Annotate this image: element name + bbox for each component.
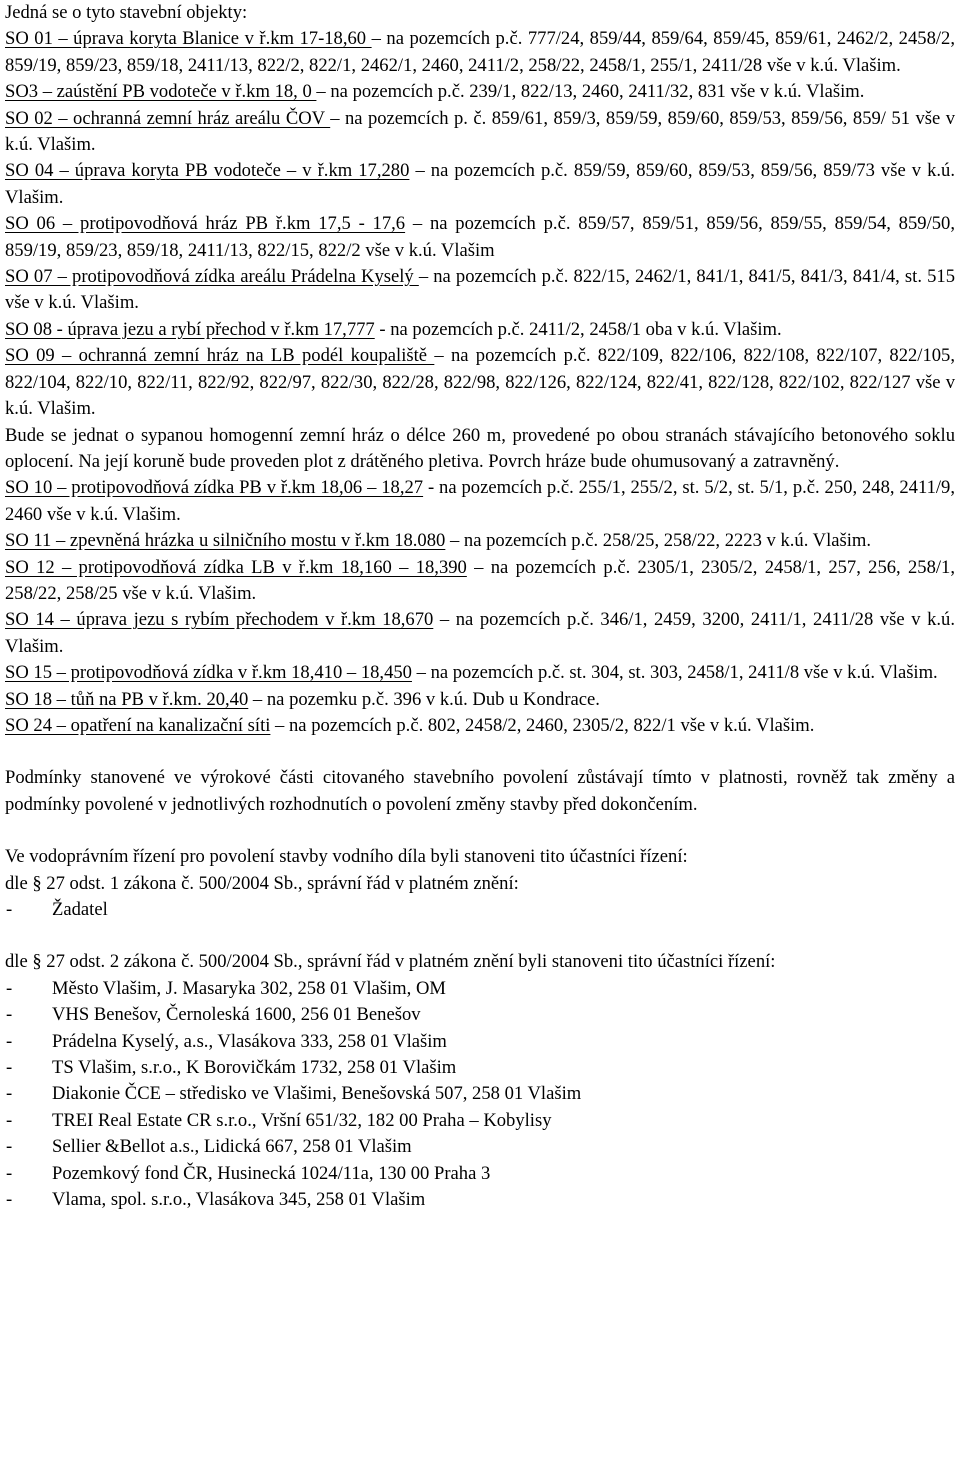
object-title: SO 06 – protipovodňová hráz PB ř.km 17,5 - 17,6 bbox=[5, 213, 406, 235]
object-item bbox=[5, 79, 955, 105]
list-dash: - bbox=[6, 1136, 13, 1158]
participant-item bbox=[5, 1187, 955, 1213]
object-parcels: – na pozemcích p.č. st. 304, st. 303, 2458/1, 2411/8 vše v k.ú. Vlašim. bbox=[411, 662, 938, 684]
participant-item bbox=[5, 1081, 955, 1107]
list-dash: - bbox=[6, 1083, 13, 1105]
list-dash: - bbox=[6, 1109, 13, 1131]
object-title: SO 01 – úprava koryta Blanice v ř.km 17-18,60 bbox=[5, 28, 372, 50]
object-parcels: – na pozemcích p.č. 859/57, 859/51, 859/56, 859/55, 859/54, 859/50, 859/19, 859/23, 859/18, 2411/13, 822/15, 822/2 vše v k.ú. Vlašim bbox=[5, 213, 955, 261]
object-title: SO 18 – tůň na PB v ř.km. 20,40 bbox=[5, 688, 249, 710]
object-title: SO 14 – úprava jezu s rybím přechodem v ř.km 18,670 bbox=[5, 609, 434, 631]
object-title: SO 24 – opatření na kanalizační síti bbox=[5, 714, 271, 736]
list-dash: - bbox=[6, 1030, 13, 1052]
participants-intro: Ve vodoprávním řízení pro povolení stavby vodního díla byli stanoveni tito účastníci řízení: bbox=[5, 846, 688, 868]
participant-item bbox=[5, 976, 955, 1002]
object-item bbox=[5, 158, 955, 211]
object-parcels: – na pozemcích p.č. 2305/1, 2305/2, 2458/1, 257, 256, 258/1, 258/22, 258/25 vše v k.ú. Vlašim. bbox=[5, 556, 955, 604]
participant-name: Pozemkový fond ČR, Husinecká 1024/11a, 130 00 Praha 3 bbox=[52, 1162, 491, 1184]
participant-name: Město Vlašim, J. Masaryka 302, 258 01 Vlašim, OM bbox=[52, 977, 446, 999]
object-parcels: – na pozemcích p.č. 777/24, 859/44, 859/64, 859/45, 859/61, 2462/2, 2458/2, 859/19, 859/23, 859/18, 2411/13, 822/2, 822/1, 2462/1, 2460, 2411/2, 258/22, 2458/1, 255/1, 2411/28 vše v k.ú. Vlašim. bbox=[5, 28, 955, 76]
object-parcels: – na pozemcích p.č. 822/15, 2462/1, 841/1, 841/5, 841/3, 841/4, st. 515 vše v k.ú. Vlašim. bbox=[5, 266, 955, 314]
participant-item bbox=[5, 1029, 955, 1055]
object-item bbox=[5, 343, 955, 422]
object-title: SO 12 – protipovodňová zídka LB v ř.km 18,160 – 18,390 bbox=[5, 556, 467, 578]
list-dash: - bbox=[6, 1189, 13, 1211]
object-item bbox=[5, 687, 955, 713]
object-title: SO 02 – ochranná zemní hráz areálu ČOV bbox=[5, 107, 331, 129]
list-dash: - bbox=[6, 899, 13, 920]
object-title: SO 07 – protipovodňová zídka areálu Prádelna Kyselý bbox=[5, 266, 419, 288]
object-parcels: – na pozemcích p.č. 258/25, 258/22, 2223 v k.ú. Vlašim. bbox=[445, 530, 872, 552]
list-dash: - bbox=[6, 977, 13, 999]
list-dash: - bbox=[6, 1004, 13, 1026]
object-parcels: - na pozemcích p.č. 255/1, 255/2, st. 5/2, st. 5/1, p.č. 250, 248, 2411/9, 2460 vše v k.ú. Vlašim. bbox=[5, 477, 955, 525]
law-reference-1: dle § 27 odst. 1 zákona č. 500/2004 Sb., správní řád v platném znění: bbox=[5, 872, 519, 894]
object-parcels: – na pozemcích p.č. 859/59, 859/60, 859/53, 859/56, 859/73 vše v k.ú. Vlašim. bbox=[5, 160, 956, 208]
object-item bbox=[5, 211, 955, 264]
object-title: SO3 – zaústění PB vodoteče v ř.km 18, 0 bbox=[5, 81, 317, 103]
object-item bbox=[5, 607, 955, 660]
participant-name: Diakonie ČCE – středisko ve Vlašimi, Benešovská 507, 258 01 Vlašim bbox=[52, 1083, 582, 1105]
validity-paragraph: Podmínky stanovené ve výrokové části citovaného stavebního povolení zůstávají tímto v platnosti, rovněž tak změny a podmínky povolené v jednotlivých rozhodnutích o povolení změny stavby před dokončením. bbox=[5, 767, 955, 815]
building-objects-list bbox=[5, 26, 955, 739]
list-item bbox=[5, 897, 955, 923]
object-parcels: – na pozemcích p. č. 859/61, 859/3, 859/59, 859/60, 859/53, 859/56, 859/ 51 vše v k.ú. Vlašim. bbox=[5, 107, 956, 156]
list-dash: - bbox=[6, 1162, 13, 1184]
object-item bbox=[5, 475, 955, 528]
participant-name: VHS Benešov, Černoleská 1600, 256 01 Benešov bbox=[52, 1004, 421, 1026]
object-title: SO 08 - úprava jezu a rybí přechod v ř.km 17,777 bbox=[5, 318, 375, 340]
object-parcels: – na pozemcích p.č. 239/1, 822/13, 2460, 2411/32, 831 vše v k.ú. Vlašim. bbox=[316, 81, 865, 103]
intro-line: Jedná se o tyto stavební objekty: bbox=[5, 2, 248, 23]
list-dash: - bbox=[6, 1057, 13, 1079]
participant-item bbox=[5, 1002, 955, 1028]
object-parcels: Bude se jednat o sypanou homogenní zemní hráz o délce 260 m, provedené po obou stranách stávajícího betonového soklu oplocení. Na její koruně bude proveden plot z drátěného pletiva. Povrch hráze bude ohumusovaný a zatravněný. bbox=[5, 424, 955, 472]
participant-item bbox=[5, 1055, 955, 1081]
object-parcels: – na pozemcích p.č. 346/1, 2459, 3200, 2411/1, 2411/28 vše v k.ú. Vlašim. bbox=[5, 609, 955, 657]
object-item bbox=[5, 423, 955, 476]
object-title: SO 09 – ochranná zemní hráz na LB podél koupaliště bbox=[5, 345, 435, 367]
participant-item bbox=[5, 1134, 955, 1160]
participant-item bbox=[5, 1108, 955, 1134]
object-title: SO 04 – úprava koryta PB vodoteče – v ř.km 17,280 bbox=[5, 160, 410, 182]
object-item bbox=[5, 528, 955, 554]
object-parcels: – na pozemcích p.č. 822/109, 822/106, 822/108, 822/107, 822/105, 822/104, 822/10, 822/11, 822/92, 822/97, 822/30, 822/28, 822/98, 822/126, 822/124, 822/41, 822/128, 822/102, 822/127 vše v k.ú. Vlašim. bbox=[5, 345, 955, 420]
object-item bbox=[5, 660, 955, 686]
participants-list bbox=[5, 976, 955, 1214]
participant-item bbox=[5, 1161, 955, 1187]
object-item bbox=[5, 106, 955, 159]
law-reference-2: dle § 27 odst. 2 zákona č. 500/2004 Sb., správní řád v platném znění byli stanoveni tito účastníci řízení: bbox=[5, 951, 776, 973]
object-item bbox=[5, 317, 955, 343]
applicant-label: Žadatel bbox=[52, 899, 108, 920]
object-parcels: – na pozemcích p.č. 802, 2458/2, 2460, 2305/2, 822/1 vše v k.ú. Vlašim. bbox=[270, 714, 815, 736]
participant-name: TS Vlašim, s.r.o., K Borovičkám 1732, 258 01 Vlašim bbox=[52, 1057, 457, 1079]
object-parcels: – na pozemku p.č. 396 v k.ú. Dub u Kondrace. bbox=[248, 688, 600, 710]
object-title: SO 10 – protipovodňová zídka PB v ř.km 18,06 – 18,27 bbox=[5, 477, 424, 499]
object-item bbox=[5, 713, 955, 739]
object-title: SO 11 – zpevněná hrázka u silničního mostu v ř.km 18.080 bbox=[5, 530, 446, 552]
participant-name: Vlama, spol. s.r.o., Vlasákova 345, 258 01 Vlašim bbox=[52, 1189, 426, 1211]
object-item bbox=[5, 264, 955, 317]
participant-name: Sellier &Bellot a.s., Lidická 667, 258 01 Vlašim bbox=[52, 1136, 412, 1158]
object-item bbox=[5, 26, 955, 79]
object-item bbox=[5, 555, 955, 608]
participant-name: Prádelna Kyselý, a.s., Vlasákova 333, 258 01 Vlašim bbox=[52, 1030, 447, 1052]
object-title: SO 15 – protipovodňová zídka v ř.km 18,410 – 18,450 bbox=[5, 662, 412, 684]
object-parcels: - na pozemcích p.č. 2411/2, 2458/1 oba v k.ú. Vlašim. bbox=[374, 318, 782, 340]
participant-name: TREI Real Estate CR s.r.o., Vršní 651/32, 182 00 Praha – Kobylisy bbox=[52, 1109, 552, 1131]
